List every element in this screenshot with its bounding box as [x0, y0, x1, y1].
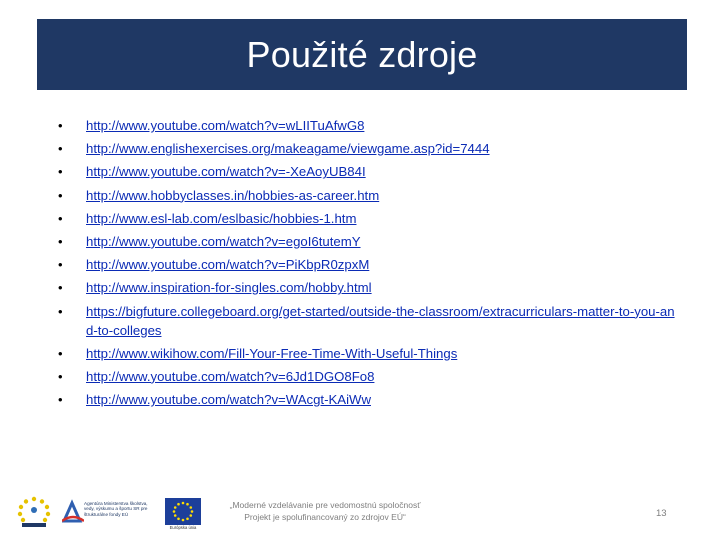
bullet: •	[58, 210, 63, 226]
source-link[interactable]: http://www.youtube.com/watch?v=wLIITuAfwG8	[86, 118, 365, 133]
agency-logo	[62, 499, 150, 527]
list-item	[58, 302, 678, 340]
bullet: •	[58, 368, 63, 384]
bullet: •	[58, 280, 63, 296]
eu-stars-icon	[165, 498, 201, 525]
star-ring-logo-icon	[14, 496, 54, 530]
source-list	[58, 116, 678, 413]
footer-note	[210, 499, 440, 523]
source-link[interactable]: https://bigfuture.collegeboard.org/get-started/outside-the-classroom/extracurriculars-matter-to-you-and-to-colleges	[86, 303, 675, 338]
agency-text: Agentúra Ministerstva školstva, vedy, výskumu a športu SR pre štrukturálne fondy EÚ	[84, 501, 148, 517]
bullet: •	[58, 164, 63, 180]
source-link[interactable]: http://www.youtube.com/watch?v=PiKbpR0zpxM	[86, 257, 370, 273]
source-link[interactable]: http://www.englishexercises.org/makeagame/viewgame.asp?id=7444	[86, 141, 490, 157]
bullet: •	[58, 303, 63, 319]
list-item	[58, 344, 678, 363]
source-link[interactable]: http://www.hobbyclasses.in/hobbies-as-career.htm	[86, 187, 380, 203]
source-link[interactable]: http://www.youtube.com/watch?v=6Jd1DGO8Fo8	[86, 368, 375, 384]
bullet: •	[58, 118, 63, 133]
footer-note-line-2: Projekt je spolufinancovaný zo zdrojov EÚ“	[244, 512, 406, 522]
bullet: •	[58, 187, 63, 203]
bullet: •	[58, 233, 63, 249]
footer	[0, 486, 720, 540]
bullet: •	[58, 392, 63, 408]
list-item	[58, 278, 678, 297]
source-link[interactable]: http://www.wikihow.com/Fill-Your-Free-Time-With-Useful-Things	[86, 345, 458, 361]
list-item	[58, 232, 678, 251]
list-item	[58, 255, 678, 274]
bullet: •	[58, 257, 63, 273]
list-item	[58, 116, 678, 135]
list-item	[58, 186, 678, 205]
list-item	[58, 139, 678, 158]
source-link[interactable]: http://www.youtube.com/watch?v=-XeAoyUB84I	[86, 164, 366, 180]
source-link[interactable]: http://www.youtube.com/watch?v=WAcgt-KAiWw	[86, 392, 371, 408]
agency-a-icon	[62, 499, 84, 527]
list-item	[58, 367, 678, 386]
bullet: •	[58, 141, 63, 157]
footer-note-line-1: „Moderné vzdelávanie pre vedomostnú spoločnosť	[229, 500, 421, 510]
title-bar	[37, 19, 687, 90]
list-item	[58, 390, 678, 409]
list-item	[58, 209, 678, 228]
source-link[interactable]: http://www.esl-lab.com/eslbasic/hobbies-1.htm	[86, 210, 357, 226]
source-link[interactable]: http://www.inspiration-for-singles.com/hobby.html	[86, 280, 372, 296]
slide-title: Použité zdroje	[246, 33, 478, 75]
slide-number: 13	[656, 508, 667, 519]
eu-caption: Európska únia	[169, 525, 197, 530]
eu-flag-icon	[165, 498, 201, 525]
list-item	[58, 162, 678, 181]
source-link[interactable]: http://www.youtube.com/watch?v=egoI6tutemY	[86, 233, 361, 249]
bullet: •	[58, 345, 63, 361]
